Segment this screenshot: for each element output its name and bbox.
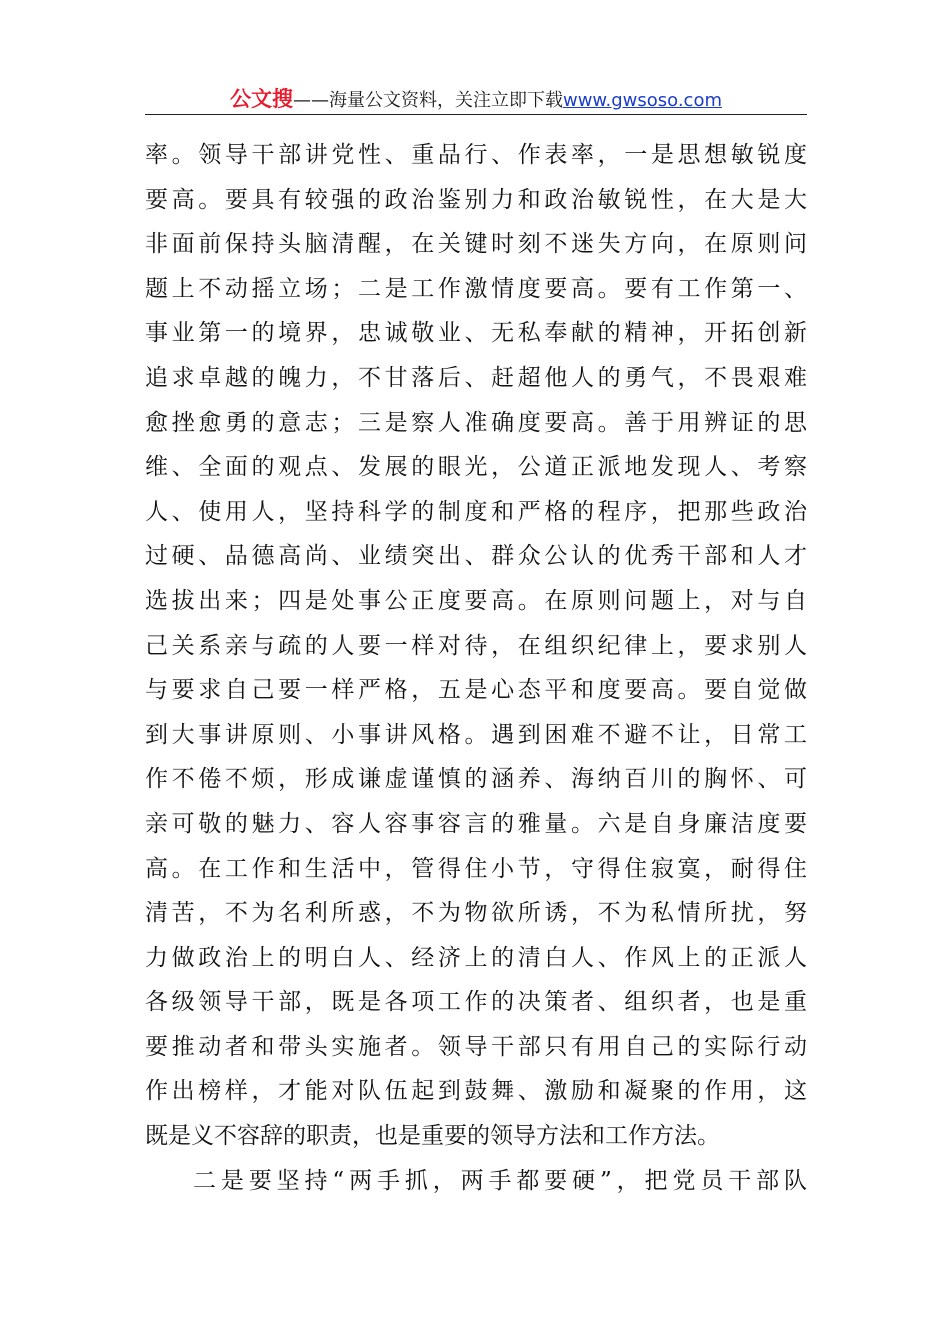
text-line: 作不倦不烦，形成谦虚谨慎的涵养、海纳百川的胸怀、可 [145, 766, 807, 793]
text-line: 追求卓越的魄力，不甘落后、赶超他人的勇气，不畏艰难 [145, 364, 807, 391]
site-link[interactable]: www.gwsoso.com [562, 90, 722, 111]
text-line: 过硬、品德高尚、业绩突出、群众公认的优秀干部和人才 [145, 543, 807, 570]
text-line: 选拔出来；四是处事公正度要高。在原则问题上，对与自 [145, 587, 807, 614]
text-line: 要推动者和带头实施者。领导干部只有用自己的实际行动 [145, 1033, 807, 1060]
brand-logo-text: 公文搜 [229, 87, 293, 111]
text-line: 事业第一的境界，忠诚敬业、无私奉献的精神，开拓创新 [145, 320, 807, 347]
text-line: 高。在工作和生活中，管得住小节，守得住寂寞，耐得住 [145, 855, 807, 882]
page-header [145, 84, 807, 114]
text-line: 各级领导干部，既是各项工作的决策者、组织者，也是重 [145, 989, 807, 1016]
text-line: 己关系亲与疏的人要一样对待，在组织纪律上，要求别人 [145, 632, 807, 659]
document-body [145, 133, 807, 1203]
text-line: 人、使用人，坚持科学的制度和严格的程序，把那些政治 [145, 498, 807, 525]
text-line: 到大事讲原则、小事讲风格。遇到困难不避不让，日常工 [145, 721, 807, 748]
text-line: 非面前保持头脑清醒，在关键时刻不迷失方向，在原则问 [145, 231, 807, 258]
text-line: 力做政治上的明白人、经济上的清白人、作风上的正派人 [145, 944, 807, 971]
text-line: 要高。要具有较强的政治鉴别力和政治敏锐性，在大是大 [145, 186, 807, 213]
header-divider [145, 114, 807, 115]
paragraph-start-line: 二是要坚持“两手抓，两手都要硬”，把党员干部队 [193, 1167, 807, 1194]
text-line: 愈挫愈勇的意志；三是察人准确度要高。善于用辨证的思 [145, 409, 807, 436]
text-line: 与要求自己要一样严格，五是心态平和度要高。要自觉做 [145, 677, 807, 704]
header-slogan: ——海量公文资料，关注立即下载 [292, 90, 563, 111]
text-line: 维、全面的观点、发展的眼光，公道正派地发现人、考察 [145, 454, 807, 481]
text-line: 题上不动摇立场；二是工作激情度要高。要有工作第一、 [145, 275, 807, 302]
text-line: 作出榜样，才能对队伍起到鼓舞、激励和凝聚的作用，这 [145, 1078, 807, 1105]
text-line: 亲可敬的魅力、容人容事容言的雅量。六是自身廉洁度要 [145, 810, 807, 837]
text-line: 既是义不容辞的职责，也是重要的领导方法和工作方法。 [145, 1123, 720, 1150]
text-line: 率。领导干部讲党性、重品行、作表率，一是思想敏锐度 [145, 142, 807, 168]
text-line: 清苦，不为名利所惑，不为物欲所诱，不为私情所扰，努 [145, 900, 807, 927]
